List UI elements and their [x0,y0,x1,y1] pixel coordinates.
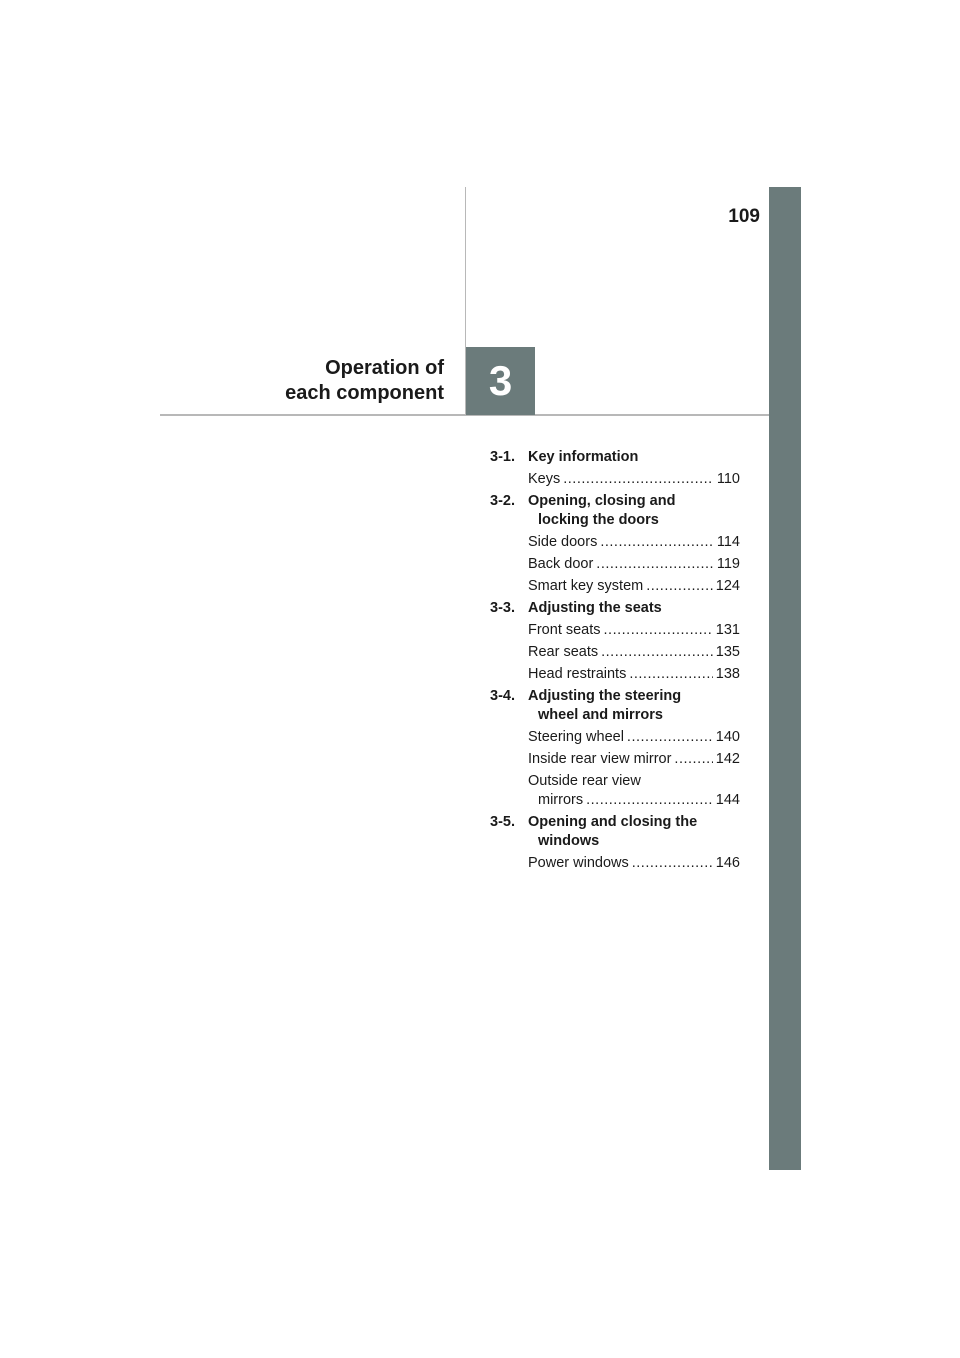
toc-entry[interactable] [528,728,740,747]
chapter-title-line: Operation of [325,357,444,379]
toc-section [490,687,740,810]
toc-section-title [528,448,740,467]
toc-section-number: 3-1. [490,449,515,465]
toc-section [490,492,740,596]
toc-entry[interactable] [528,854,740,873]
toc-section [490,448,740,489]
toc-entry-title-continued: mirrors [538,792,584,808]
toc-entry[interactable] [528,533,740,552]
toc-section-title-line: Adjusting the seats [528,600,662,616]
toc-entry-page: 110 [716,471,740,487]
toc-leader-dots [601,643,713,662]
toc-entry[interactable] [528,665,740,684]
toc-section-heading[interactable] [490,448,740,467]
toc-section-title-line: Key information [528,449,639,465]
toc-leader-dots [563,470,714,489]
toc-entry-title: Smart key system [528,578,644,594]
toc-entry[interactable] [528,772,740,810]
toc-entry-title: Inside rear view mirror [528,751,672,767]
toc-section-title-line: locking the doors [538,512,659,528]
toc-section-heading[interactable] [490,599,740,618]
toc-entry-page: 146 [715,855,740,871]
toc-leader-dots [596,555,714,574]
toc-section-number: 3-5. [490,814,515,830]
toc-section [490,599,740,684]
chapter-title [285,356,444,406]
toc-entry-page: 124 [715,578,740,594]
page-number: 109 [728,206,760,227]
toc-section-number: 3-3. [490,600,515,616]
toc-entry-page: 144 [715,792,740,808]
toc-entry-title: Back door [528,556,594,572]
toc-leader-dots [646,577,713,596]
toc-section [490,813,740,873]
toc-section-title-line: Adjusting the steering [528,688,682,704]
toc-leader-dots [586,791,713,810]
toc-section-heading[interactable] [490,813,740,851]
toc-leader-dots [600,533,714,552]
toc-section-title-line: Opening and closing the [528,814,698,830]
toc-entry[interactable] [528,643,740,662]
toc-section-title [528,599,740,618]
toc-entry-page: 114 [716,534,740,550]
toc-entry-title: Power windows [528,855,629,871]
table-of-contents [490,448,740,876]
toc-section-number: 3-2. [490,493,515,509]
toc-entry[interactable] [528,577,740,596]
chapter-title-line: each component [285,382,444,404]
toc-leader-dots [627,728,713,747]
toc-entry-page: 142 [715,751,740,767]
toc-section-title [528,492,740,530]
toc-section-title-line: wheel and mirrors [538,707,663,723]
toc-entry-title: Head restraints [528,666,627,682]
toc-entry-title: Outside rear view [528,773,641,789]
toc-section-heading[interactable] [490,687,740,725]
toc-section-title-line: Opening, closing and [528,493,676,509]
toc-entry[interactable] [528,621,740,640]
toc-entry-title: Rear seats [528,644,599,660]
toc-leader-dots [674,750,712,769]
toc-entry[interactable] [528,750,740,769]
toc-entry-page: 135 [715,644,740,660]
toc-entry-title: Steering wheel [528,729,624,745]
toc-section-title [528,687,740,725]
chapter-number: 3 [488,357,513,404]
toc-leader-dots [604,621,713,640]
toc-entry-title: Keys [528,471,561,487]
toc-entry-page: 119 [716,556,740,572]
toc-entry-title: Side doors [528,534,598,550]
toc-entry-title: Front seats [528,622,601,638]
toc-entry-page: 138 [715,666,740,682]
chapter-side-tab [769,187,801,1170]
toc-entry[interactable] [528,470,740,489]
toc-entry-page: 140 [715,729,740,745]
horizontal-divider [160,414,769,416]
toc-leader-dots [629,665,712,684]
toc-entry-page: 131 [715,622,740,638]
toc-section-title [528,813,740,851]
chapter-number-box [466,347,535,415]
toc-leader-dots [632,854,713,873]
toc-section-heading[interactable] [490,492,740,530]
toc-entry[interactable] [528,555,740,574]
toc-section-title-line: windows [538,833,600,849]
toc-section-number: 3-4. [490,688,515,704]
